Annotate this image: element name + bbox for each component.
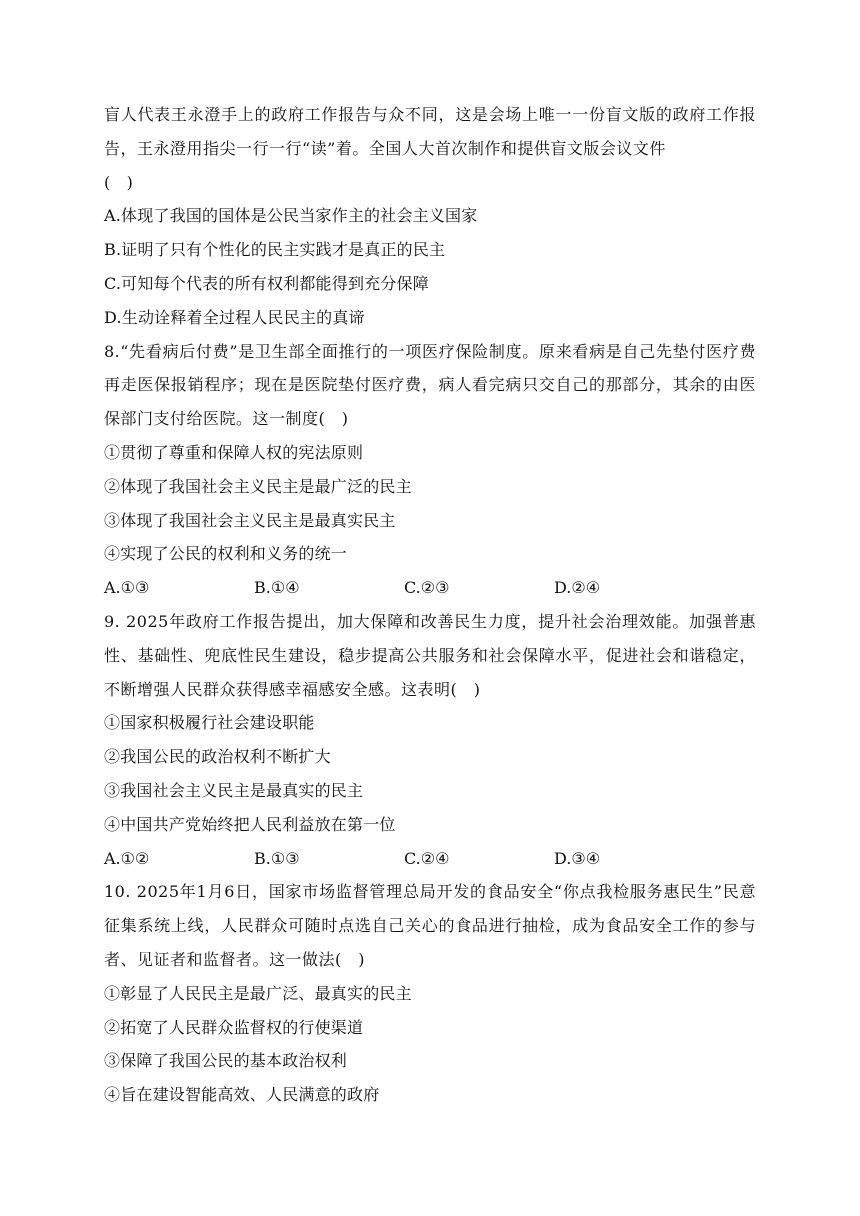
question-7-option-d: D.生动诠释着全过程人民民主的真谛 (104, 307, 365, 327)
question-9-choice-c: C.②④ (404, 848, 450, 868)
question-7-stem: 盲人代表王永澄手上的政府工作报告与众不同，这是会场上唯一一份盲文版的政府工作报告，王永澄用指尖一行一行“读”着。全国人大首次制作和提供盲文版会议文件 (104, 105, 756, 158)
question-8-choice-d: D.②④ (554, 578, 601, 598)
question-9-choices (104, 842, 756, 876)
question-9-item-4: ④中国共产党始终把人民利益放在第一位 (104, 814, 396, 834)
question-8-item-1: ①贯彻了尊重和保障人权的宪法原则 (104, 442, 364, 462)
question-10-stem: 10. 2025年1月6日，国家市场监督管理总局开发的食品安全“你点我检服务惠民生”民意征集系统上线，人民群众可随时点选自己关心的食品进行抽检，成为食品安全工作的参与者、见证者和监督者。这一做法( ) (104, 882, 756, 969)
question-10-item-2: ②拓宽了人民群众监督权的行使渠道 (104, 1017, 364, 1037)
question-10 (104, 875, 756, 1112)
question-7-option-b: B.证明了只有个性化的民主实践才是真正的民主 (104, 240, 446, 260)
question-8 (104, 335, 756, 605)
document-page (104, 98, 756, 1112)
question-7-option-a: A.体现了我国的国体是公民当家作主的社会主义国家 (104, 206, 478, 226)
question-8-choices (104, 571, 756, 605)
question-8-item-3: ③体现了我国社会主义民主是最真实民主 (104, 510, 396, 530)
question-10-item-1: ①彰显了人民民主是最广泛、最真实的民主 (104, 983, 412, 1003)
question-9-item-2: ②我国公民的政治权利不断扩大 (104, 747, 331, 767)
question-10-item-4: ④旨在建设智能高效、人民满意的政府 (104, 1085, 380, 1105)
question-7 (104, 98, 756, 335)
question-9 (104, 605, 756, 875)
question-9-stem: 9. 2025年政府工作报告提出，加大保障和改善民生力度，提升社会治理效能。加强普惠性、基础性、兜底性民生建设，稳步提高公共服务和社会保障水平，促进社会和谐稳定，不断增强人民群众获得感幸福感安全感。这表明( ) (104, 611, 756, 699)
question-8-item-4: ④实现了公民的权利和义务的统一 (104, 544, 348, 564)
question-8-choice-c: C.②③ (404, 578, 450, 598)
question-7-blank: ( ) (104, 172, 134, 192)
question-8-choice-a: A.①③ (104, 578, 150, 598)
question-9-choice-a: A.①② (104, 848, 150, 868)
question-8-item-2: ②体现了我国社会主义民主是最广泛的民主 (104, 476, 412, 496)
question-9-item-3: ③我国社会主义民主是最真实的民主 (104, 780, 364, 800)
question-9-choice-d: D.③④ (554, 848, 601, 868)
question-10-item-3: ③保障了我国公民的基本政治权利 (104, 1051, 348, 1071)
question-9-choice-b: B.①③ (254, 848, 300, 868)
question-9-item-1: ①国家积极履行社会建设职能 (104, 713, 315, 733)
question-8-stem: 8.“先看病后付费”是卫生部全面推行的一项医疗保险制度。原来看病是自己先垫付医疗费再走医保报销程序；现在是医院垫付医疗费，病人看完病只交自己的那部分，其余的由医保部门支付给医院。这一制度( ) (104, 341, 756, 429)
question-7-option-c: C.可知每个代表的所有权利都能得到充分保障 (104, 273, 429, 293)
question-8-choice-b: B.①④ (254, 578, 300, 598)
